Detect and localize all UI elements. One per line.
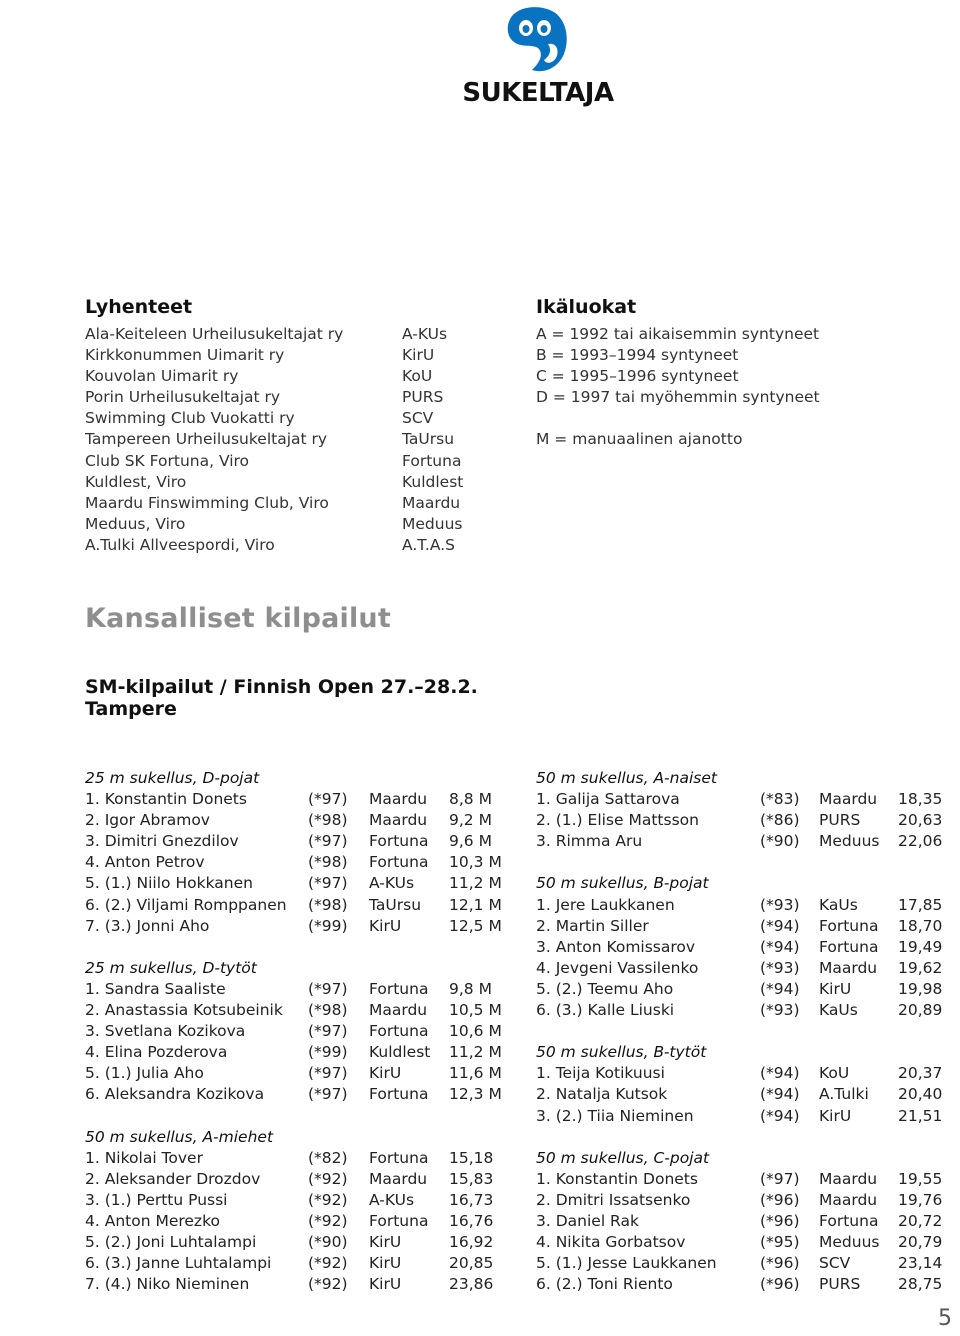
age-class-item: D = 1997 tai myöhemmin syntyneet bbox=[536, 388, 820, 407]
club: SCV bbox=[819, 1254, 851, 1273]
category-title: 50 m sukellus, A-miehet bbox=[85, 1127, 274, 1146]
result-row bbox=[85, 873, 515, 894]
result-category bbox=[536, 768, 960, 852]
club: Fortuna bbox=[369, 1211, 429, 1230]
result-time: 28,75 bbox=[898, 1275, 943, 1294]
birth-year: (*93) bbox=[760, 958, 800, 977]
competitor-name: 3. Dimitri Gnezdilov bbox=[85, 832, 239, 851]
competitor-name: 4. Nikita Gorbatsov bbox=[536, 1233, 686, 1252]
birth-year: (*97) bbox=[308, 1064, 348, 1083]
club: KirU bbox=[369, 1254, 402, 1273]
result-row bbox=[85, 1042, 515, 1063]
club: Maardu bbox=[819, 1169, 878, 1188]
club-full-name: Meduus, Viro bbox=[85, 514, 186, 533]
club-abbreviation: PURS bbox=[402, 388, 444, 407]
club: Fortuna bbox=[819, 916, 879, 935]
competitor-name: 5. (1.) Julia Aho bbox=[85, 1064, 204, 1083]
competitor-name: 1. Jere Laukkanen bbox=[536, 895, 675, 914]
birth-year: (*98) bbox=[308, 853, 348, 872]
club-full-name: Porin Urheilusukeltajat ry bbox=[85, 388, 281, 407]
birth-year: (*96) bbox=[760, 1275, 800, 1294]
club-full-name: Kouvolan Uimarit ry bbox=[85, 367, 239, 386]
result-row bbox=[536, 1211, 960, 1232]
competitor-name: 2. Igor Abramov bbox=[85, 811, 210, 830]
competitor-name: 3. Rimma Aru bbox=[536, 832, 643, 851]
category-title: 25 m sukellus, D-tytöt bbox=[85, 958, 257, 977]
result-time: 11,2 M bbox=[449, 874, 502, 893]
club: Fortuna bbox=[819, 937, 879, 956]
result-time: 18,70 bbox=[898, 916, 943, 935]
results-column-left bbox=[85, 768, 515, 1316]
result-time: 10,6 M bbox=[449, 1022, 502, 1041]
result-time: 19,76 bbox=[898, 1190, 943, 1209]
competitor-name: 3. Svetlana Kozikova bbox=[85, 1022, 246, 1041]
club-abbreviation: Meduus bbox=[402, 514, 463, 533]
result-row bbox=[85, 1148, 515, 1169]
competitor-name: 2. Dmitri Issatsenko bbox=[536, 1190, 691, 1209]
competitor-name: 6. (2.) Viljami Romppanen bbox=[85, 895, 287, 914]
club: Maardu bbox=[369, 790, 428, 809]
club: PURS bbox=[819, 1275, 861, 1294]
section-title: Kansalliset kilpailut bbox=[85, 603, 391, 634]
club: KirU bbox=[819, 979, 852, 998]
result-row bbox=[85, 1190, 515, 1211]
result-category bbox=[536, 873, 960, 1021]
club: PURS bbox=[819, 811, 861, 830]
competitor-name: 7. (4.) Niko Nieminen bbox=[85, 1275, 250, 1294]
birth-year: (*97) bbox=[308, 832, 348, 851]
competition-title bbox=[85, 676, 478, 720]
result-row bbox=[536, 979, 960, 1000]
club: A.Tulki bbox=[819, 1085, 869, 1104]
birth-year: (*82) bbox=[308, 1148, 348, 1167]
result-row bbox=[536, 1232, 960, 1253]
club-abbreviation: A-KUs bbox=[402, 325, 448, 343]
club: KoU bbox=[819, 1064, 850, 1083]
result-row bbox=[85, 1063, 515, 1084]
competition-location: Tampere bbox=[85, 698, 177, 720]
birth-year: (*94) bbox=[760, 937, 800, 956]
birth-year: (*94) bbox=[760, 1064, 800, 1083]
result-time: 15,83 bbox=[449, 1169, 494, 1188]
club: Fortuna bbox=[369, 832, 429, 851]
result-time: 12,1 M bbox=[449, 895, 502, 914]
competitor-name: 1. Konstantin Donets bbox=[536, 1169, 698, 1188]
logo-wordmark: SUKELTAJA bbox=[462, 78, 614, 108]
age-classes-list bbox=[536, 324, 820, 451]
result-row bbox=[85, 979, 515, 1000]
result-row bbox=[85, 895, 515, 916]
birth-year: (*98) bbox=[308, 1001, 348, 1020]
club: KirU bbox=[369, 1233, 402, 1252]
competitor-name: 4. Anton Petrov bbox=[85, 853, 205, 872]
club-full-name: Kirkkonummen Uimarit ry bbox=[85, 346, 285, 365]
competitor-name: 6. (2.) Toni Riento bbox=[536, 1275, 673, 1294]
result-time: 19,98 bbox=[898, 979, 943, 998]
page-number: 5 bbox=[938, 1306, 952, 1331]
category-title: 25 m sukellus, D-pojat bbox=[85, 769, 260, 787]
result-time: 19,49 bbox=[898, 937, 943, 956]
result-row bbox=[85, 1000, 515, 1021]
club-abbreviation: A.T.A.S bbox=[402, 535, 455, 554]
result-category bbox=[85, 958, 515, 1106]
result-row bbox=[85, 1211, 515, 1232]
result-time: 19,55 bbox=[898, 1169, 943, 1188]
result-time: 23,86 bbox=[449, 1275, 494, 1294]
club-abbreviation: Fortuna bbox=[402, 451, 462, 470]
competitor-name: 3. Daniel Rak bbox=[536, 1211, 639, 1230]
result-category bbox=[536, 1042, 960, 1126]
competitor-name: 5. (2.) Teemu Aho bbox=[536, 979, 674, 998]
competitor-name: 3. (1.) Perttu Pussi bbox=[85, 1190, 228, 1209]
club-abbreviation: SCV bbox=[402, 409, 434, 428]
result-time: 21,51 bbox=[898, 1106, 943, 1125]
club: A-KUs bbox=[369, 874, 415, 893]
competitor-name: 2. Natalja Kutsok bbox=[536, 1085, 668, 1104]
result-time: 20,72 bbox=[898, 1211, 943, 1230]
competitor-name: 3. Anton Komissarov bbox=[536, 937, 696, 956]
result-time: 16,76 bbox=[449, 1211, 494, 1230]
sukeltaja-logo bbox=[462, 4, 614, 112]
result-time: 10,3 M bbox=[449, 853, 502, 872]
result-row bbox=[536, 1253, 960, 1274]
competitor-name: 1. Konstantin Donets bbox=[85, 790, 247, 809]
competitor-name: 7. (3.) Jonni Aho bbox=[85, 916, 210, 935]
category-title: 50 m sukellus, B-pojat bbox=[536, 874, 709, 893]
birth-year: (*95) bbox=[760, 1233, 800, 1252]
club-abbreviation: KoU bbox=[402, 367, 433, 386]
birth-year: (*97) bbox=[308, 790, 348, 809]
club: Maardu bbox=[369, 1169, 428, 1188]
result-time: 17,85 bbox=[898, 895, 943, 914]
club: Fortuna bbox=[369, 1148, 429, 1167]
result-time: 22,06 bbox=[898, 832, 943, 851]
result-time: 15,18 bbox=[449, 1148, 494, 1167]
result-row bbox=[536, 916, 960, 937]
birth-year: (*98) bbox=[308, 895, 348, 914]
category-title: 50 m sukellus, C-pojat bbox=[536, 1148, 710, 1167]
result-row bbox=[536, 1274, 960, 1295]
club-full-name: Club SK Fortuna, Viro bbox=[85, 451, 250, 470]
age-class-item: C = 1995–1996 syntyneet bbox=[536, 367, 739, 386]
result-row bbox=[85, 1253, 515, 1274]
competitor-name: 1. Nikolai Tover bbox=[85, 1148, 203, 1167]
birth-year: (*97) bbox=[308, 1085, 348, 1104]
result-time: 16,92 bbox=[449, 1233, 494, 1252]
birth-year: (*92) bbox=[308, 1211, 348, 1230]
competitor-name: 4. Jevgeni Vassilenko bbox=[536, 958, 699, 977]
result-time: 19,62 bbox=[898, 958, 943, 977]
result-row bbox=[536, 1169, 960, 1190]
result-time: 20,89 bbox=[898, 1001, 943, 1020]
result-time: 11,6 M bbox=[449, 1064, 502, 1083]
birth-year: (*92) bbox=[308, 1275, 348, 1294]
age-class-item: B = 1993–1994 syntyneet bbox=[536, 346, 739, 365]
age-class-item: A = 1992 tai aikaisemmin syntyneet bbox=[536, 325, 820, 343]
result-row bbox=[536, 1063, 960, 1084]
club-abbreviation: Kuldlest bbox=[402, 472, 464, 491]
club-full-name: Maardu Finswimming Club, Viro bbox=[85, 493, 329, 512]
abbreviations-title: Lyhenteet bbox=[85, 296, 193, 318]
club: KirU bbox=[369, 1064, 402, 1083]
competitor-name: 5. (1.) Jesse Laukkanen bbox=[536, 1254, 717, 1273]
club: KaUs bbox=[819, 895, 858, 914]
result-time: 23,14 bbox=[898, 1254, 943, 1273]
club: Fortuna bbox=[369, 1085, 429, 1104]
result-time: 8,8 M bbox=[449, 790, 492, 809]
birth-year: (*93) bbox=[760, 895, 800, 914]
birth-year: (*94) bbox=[760, 1085, 800, 1104]
category-title: 50 m sukellus, A-naiset bbox=[536, 769, 717, 787]
club: Maardu bbox=[819, 790, 878, 809]
competitor-name: 6. Aleksandra Kozikova bbox=[85, 1085, 265, 1104]
club-abbreviation: Maardu bbox=[402, 493, 461, 512]
birth-year: (*94) bbox=[760, 916, 800, 935]
result-row bbox=[85, 831, 515, 852]
birth-year: (*94) bbox=[760, 1106, 800, 1125]
result-row bbox=[536, 958, 960, 979]
competitor-name: 4. Elina Pozderova bbox=[85, 1043, 228, 1062]
birth-year: (*97) bbox=[760, 1169, 800, 1188]
club: Fortuna bbox=[369, 1022, 429, 1041]
birth-year: (*90) bbox=[308, 1233, 348, 1252]
birth-year: (*92) bbox=[308, 1190, 348, 1209]
birth-year: (*94) bbox=[760, 979, 800, 998]
club: Fortuna bbox=[819, 1211, 879, 1230]
club-full-name: Swimming Club Vuokatti ry bbox=[85, 409, 295, 428]
club-full-name: Ala-Keiteleen Urheilusukeltajat ry bbox=[85, 325, 344, 343]
result-time: 20,79 bbox=[898, 1233, 943, 1252]
competitor-name: 5. (1.) Niilo Hokkanen bbox=[85, 874, 253, 893]
result-row bbox=[536, 1084, 960, 1105]
club: KirU bbox=[819, 1106, 852, 1125]
club-full-name: Kuldlest, Viro bbox=[85, 472, 187, 491]
competitor-name: 6. (3.) Kalle Liuski bbox=[536, 1001, 675, 1020]
birth-year: (*96) bbox=[760, 1190, 800, 1209]
club: Fortuna bbox=[369, 979, 429, 998]
result-row bbox=[536, 1106, 960, 1127]
result-category bbox=[85, 1127, 515, 1296]
competitor-name: 6. (3.) Janne Luhtalampi bbox=[85, 1254, 272, 1273]
diver-mask-icon bbox=[504, 4, 572, 76]
club: Maardu bbox=[819, 958, 878, 977]
birth-year: (*83) bbox=[760, 790, 800, 809]
club: Meduus bbox=[819, 832, 880, 851]
result-row bbox=[85, 1232, 515, 1253]
result-row bbox=[85, 1274, 515, 1295]
birth-year: (*97) bbox=[308, 874, 348, 893]
club-full-name: A.Tulki Allveespordi, Viro bbox=[85, 535, 275, 554]
age-classes-title: Ikäluokat bbox=[536, 296, 637, 318]
result-row bbox=[536, 831, 960, 852]
club: Maardu bbox=[369, 1001, 428, 1020]
result-time: 9,8 M bbox=[449, 979, 492, 998]
club-full-name: Tampereen Urheilusukeltajat ry bbox=[85, 430, 328, 449]
result-time: 9,2 M bbox=[449, 811, 492, 830]
competitor-name: 1. Galija Sattarova bbox=[536, 790, 680, 809]
birth-year: (*99) bbox=[308, 916, 348, 935]
result-row bbox=[85, 1084, 515, 1105]
club-abbreviation: KirU bbox=[402, 346, 435, 365]
birth-year: (*93) bbox=[760, 1001, 800, 1020]
birth-year: (*86) bbox=[760, 811, 800, 830]
birth-year: (*97) bbox=[308, 1022, 348, 1041]
competitor-name: 4. Anton Merezko bbox=[85, 1211, 220, 1230]
club: A-KUs bbox=[369, 1190, 415, 1209]
club: Kuldlest bbox=[369, 1043, 431, 1062]
result-time: 10,5 M bbox=[449, 1001, 502, 1020]
result-time: 20,63 bbox=[898, 811, 943, 830]
result-row bbox=[85, 1169, 515, 1190]
birth-year: (*97) bbox=[308, 979, 348, 998]
birth-year: (*96) bbox=[760, 1211, 800, 1230]
result-category bbox=[536, 1148, 960, 1296]
club-abbreviation: TaUrsu bbox=[402, 430, 455, 449]
birth-year: (*99) bbox=[308, 1043, 348, 1062]
competitor-name: 3. (2.) Tiia Nieminen bbox=[536, 1106, 694, 1125]
result-row bbox=[85, 810, 515, 831]
competitor-name: 2. Aleksander Drozdov bbox=[85, 1169, 261, 1188]
competitor-name: 2. (1.) Elise Mattsson bbox=[536, 811, 699, 830]
club: KirU bbox=[369, 916, 402, 935]
club: KirU bbox=[369, 1275, 402, 1294]
result-time: 20,37 bbox=[898, 1064, 943, 1083]
result-time: 11,2 M bbox=[449, 1043, 502, 1062]
competitor-name: 2. Anastassia Kotsubeinik bbox=[85, 1001, 283, 1020]
result-time: 16,73 bbox=[449, 1190, 494, 1209]
club: Fortuna bbox=[369, 853, 429, 872]
result-row bbox=[536, 1000, 960, 1021]
club: Meduus bbox=[819, 1233, 880, 1252]
competition-name: SM-kilpailut / Finnish Open 27.–28.2. bbox=[85, 676, 478, 698]
result-row bbox=[85, 852, 515, 873]
result-row bbox=[536, 810, 960, 831]
manual-timing-note: M = manuaalinen ajanotto bbox=[536, 430, 743, 449]
club: TaUrsu bbox=[369, 895, 422, 914]
result-time: 12,5 M bbox=[449, 916, 502, 935]
result-row bbox=[85, 916, 515, 937]
competitor-name: 1. Sandra Saaliste bbox=[85, 979, 226, 998]
results-column-right bbox=[536, 768, 960, 1316]
result-time: 12,3 M bbox=[449, 1085, 502, 1104]
result-row bbox=[85, 1021, 515, 1042]
result-category bbox=[85, 768, 515, 937]
category-title: 50 m sukellus, B-tytöt bbox=[536, 1043, 707, 1062]
result-row bbox=[85, 789, 515, 810]
club: KaUs bbox=[819, 1001, 858, 1020]
birth-year: (*90) bbox=[760, 832, 800, 851]
competitor-name: 1. Teija Kotikuusi bbox=[536, 1064, 665, 1083]
result-row bbox=[536, 1190, 960, 1211]
club: Maardu bbox=[369, 811, 428, 830]
result-time: 18,35 bbox=[898, 790, 943, 809]
result-row bbox=[536, 937, 960, 958]
result-time: 9,6 M bbox=[449, 832, 492, 851]
result-row bbox=[536, 789, 960, 810]
result-time: 20,40 bbox=[898, 1085, 943, 1104]
birth-year: (*96) bbox=[760, 1254, 800, 1273]
competitor-name: 5. (2.) Joni Luhtalampi bbox=[85, 1233, 257, 1252]
birth-year: (*98) bbox=[308, 811, 348, 830]
result-row bbox=[536, 895, 960, 916]
competitor-name: 2. Martin Siller bbox=[536, 916, 649, 935]
result-time: 20,85 bbox=[449, 1254, 494, 1273]
birth-year: (*92) bbox=[308, 1169, 348, 1188]
birth-year: (*92) bbox=[308, 1254, 348, 1273]
club: Maardu bbox=[819, 1190, 878, 1209]
